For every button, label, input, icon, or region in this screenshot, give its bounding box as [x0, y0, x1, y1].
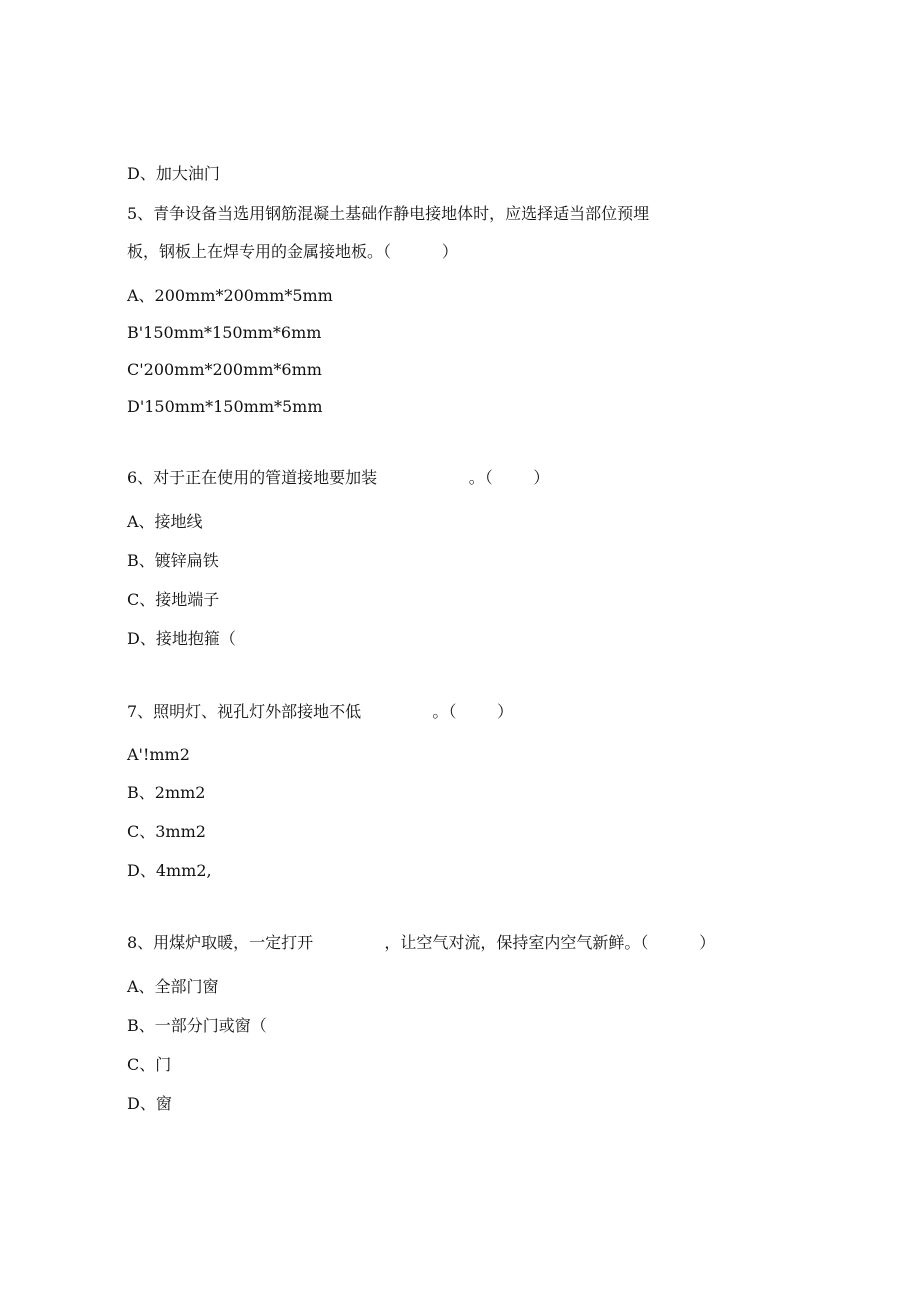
q7-option-a: A'!mm2: [127, 745, 190, 764]
q5-option-d: D'150mm*150mm*5mm: [127, 397, 323, 416]
q8-option-d: D、窗: [127, 1094, 172, 1113]
q6-option-a: A、接地线: [127, 512, 203, 531]
q6-option-c: C、接地端子: [127, 590, 220, 609]
q6-option-b: B、镀锌扁铁: [127, 551, 219, 570]
q6-option-d: D、接地抱箍（: [127, 629, 236, 648]
q7-question: 7、照明灯、视孔灯外部接地不低 。（ ）: [127, 702, 514, 721]
q7-option-b: B、2mm2: [127, 783, 206, 802]
q5-question-line2: 板，钢板上在焊专用的金属接地板。（ ）: [127, 242, 458, 261]
q8-option-a: A、全部门窗: [127, 977, 219, 996]
q5-option-b: B'150mm*150mm*6mm: [127, 323, 322, 342]
q8-option-c: C、门: [127, 1055, 172, 1074]
q4-option-d: D、加大油门: [127, 164, 220, 183]
q6-question: 6、对于正在使用的管道接地要加装 。（ ）: [127, 468, 550, 487]
q5-option-c: C'200mm*200mm*6mm: [127, 360, 322, 379]
q7-option-c: C、3mm2: [127, 822, 206, 841]
q8-question: 8、用煤炉取暖，一定打开 ，让空气对流，保持室内空气新鲜。（ ）: [127, 933, 716, 952]
q7-option-d: D、4mm2,: [127, 861, 212, 880]
q5-option-a: A、200mm*200mm*5mm: [127, 286, 333, 305]
q5-question-line1: 5、青争设备当选用钢筋混凝土基础作静电接地体时，应选择适当部位预埋: [127, 204, 650, 223]
q8-option-b: B、一部分门或窗（: [127, 1016, 267, 1035]
